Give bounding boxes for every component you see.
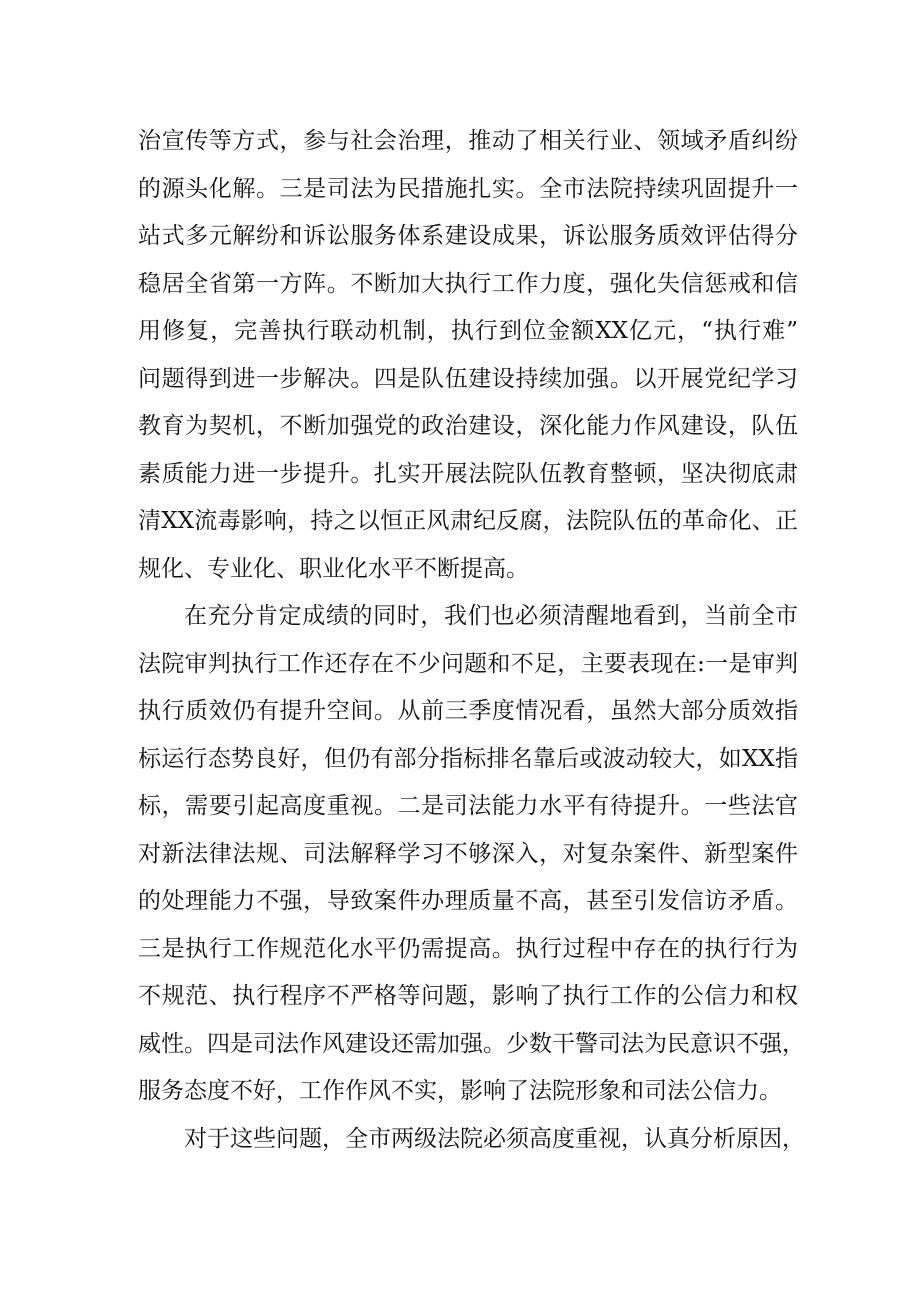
text-line: 稳居全省第一方阵。不断加大执行工作力度，强化失信惩戒和信: [138, 270, 798, 297]
text-line: 清XX流毒影响，持之以恒正风肃纪反腐，法院队伍的革命化、正: [138, 508, 798, 534]
text-line: 标运行态势良好，但仍有部分指标排名靠后或波动较大，如XX指: [138, 745, 798, 772]
text-line: 治宣传等方式，参与社会治理，推动了相关行业、领域矛盾纠纷: [138, 128, 798, 154]
text-line: 的处理能力不强，导致案件办理质量不高，甚至引发信访矛盾。: [138, 888, 798, 914]
text-line: 用修复，完善执行联动机制，执行到位金额XX亿元，“执行难”: [138, 318, 798, 344]
text-line: 素质能力进一步提升。扎实开展法院队伍教育整顿，坚决彻底肃: [138, 460, 798, 487]
text-line: 服务态度不好，工作作风不实，影响了法院形象和司法公信力。: [138, 1078, 782, 1104]
text-line: 的源头化解。三是司法为民措施扎实。全市法院持续巩固提升一: [138, 175, 798, 202]
text-line: 威性。四是司法作风建设还需加强。少数干警司法为民意识不强，: [138, 1030, 805, 1057]
text-line: 在充分肯定成绩的同时，我们也必须清醒地看到，当前全市: [184, 603, 798, 629]
text-line: 站式多元解纷和诉讼服务体系建设成果，诉讼服务质效评估得分: [138, 223, 798, 249]
text-line: 规化、专业化、职业化水平不断提高。: [138, 555, 529, 582]
text-line: 对于这些问题，全市两级法院必须高度重视，认真分析原因，: [184, 1125, 805, 1152]
text-line: 法院审判执行工作还存在不少问题和不足，主要表现在:一是审判: [138, 650, 798, 677]
text-line: 三是执行工作规范化水平仍需提高。执行过程中存在的执行行为: [138, 935, 798, 962]
text-line: 教育为契机，不断加强党的政治建设，深化能力作风建设，队伍: [138, 413, 798, 439]
text-line: 标，需要引起高度重视。二是司法能力水平有待提升。一些法官: [138, 793, 798, 819]
body-text: [138, 118, 805, 1163]
text-line: 问题得到进一步解决。四是队伍建设持续加强。以开展党纪学习: [138, 365, 798, 392]
text-line: 对新法律法规、司法解释学习不够深入，对复杂案件、新型案件: [138, 840, 798, 867]
text-line: 不规范、执行程序不严格等问题，影响了执行工作的公信力和权: [138, 983, 798, 1009]
text-line: 执行质效仍有提升空间。从前三季度情况看，虽然大部分质效指: [138, 698, 798, 724]
